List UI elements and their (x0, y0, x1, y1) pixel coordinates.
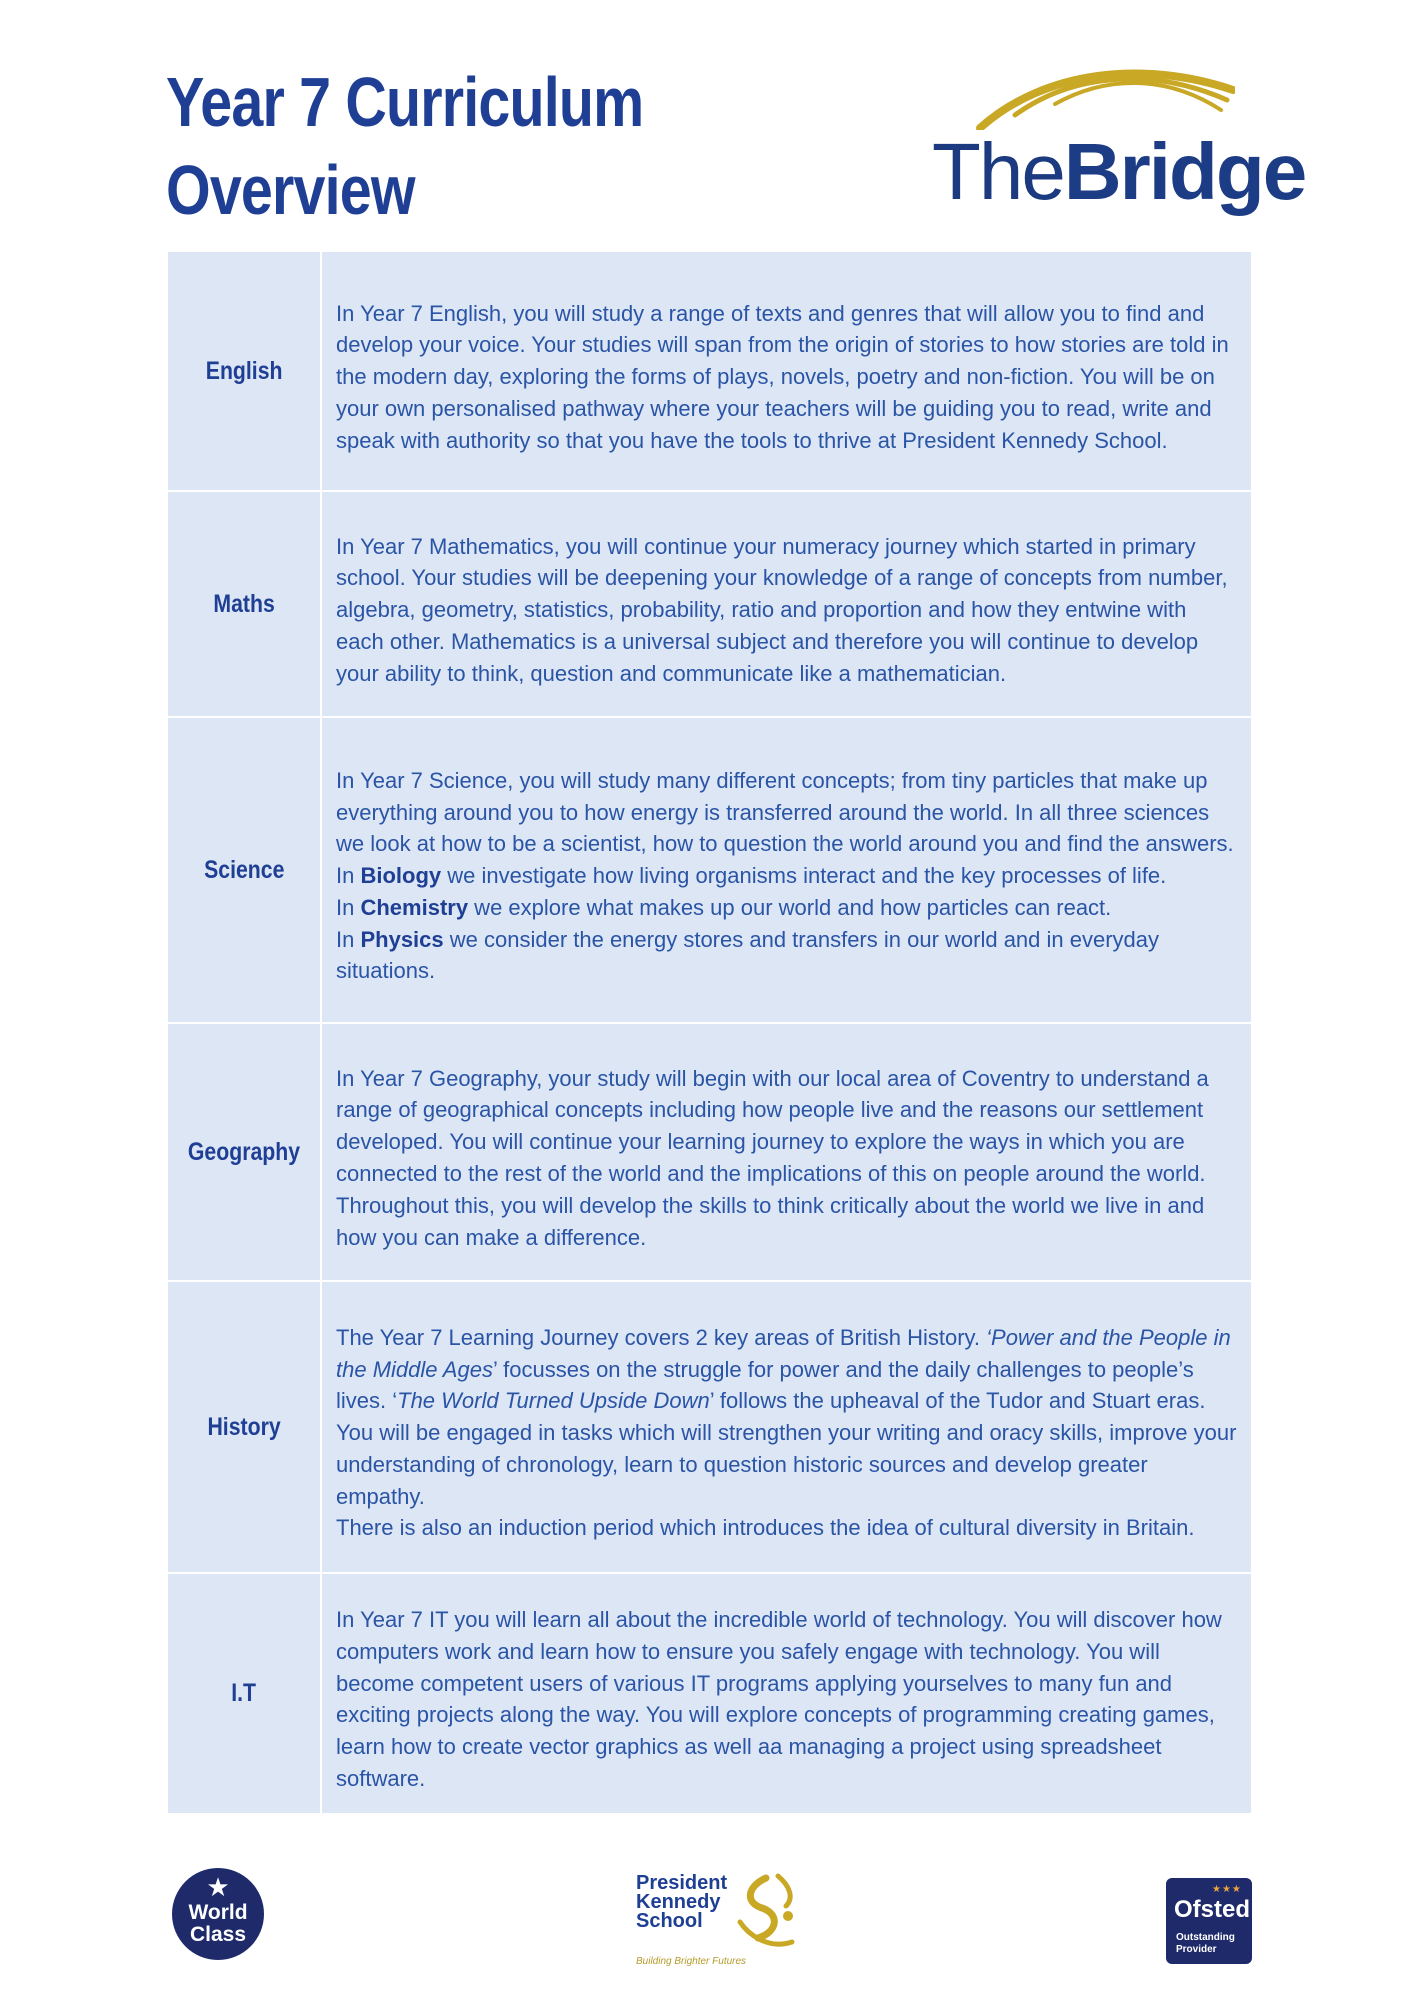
subject-description: In Year 7 Geography, your study will begin with our local area of Coventry to understand a range of geographical concepts including how people live and the reasons our settlement developed. You will continue your learning journey to explore the ways in which you are connected to the rest of the world and the implications of this on people around the world. Throughout this, you will develop the skills to think critically about the world we live in and how you can make a difference. (321, 1023, 1252, 1281)
subject-label: Geography (167, 1023, 321, 1281)
subject-description: In Year 7 English, you will study a range of texts and genres that will allow you to find and develop your voice. Your studies will span from the origin of stories to how stories are told in the modern day, exploring the forms of plays, novels, poetry and non-fiction. You will be on your own personalised pathway where your teachers will be guiding you to read, write and speak with authority so that you have the tools to thrive at President Kennedy School. (321, 251, 1252, 491)
world-class-logo: ★ World Class (172, 1868, 264, 1960)
brand-name: TheBridge (932, 127, 1306, 216)
science-line: In Physics we consider the energy stores and transfers in our world and in everyday situations. (336, 926, 1160, 984)
ofsted-badge: ★★★ Ofsted Outstanding Provider (1166, 1878, 1252, 1964)
subject-description: In Year 7 Mathematics, you will continue your numeracy journey which started in primary school. Your studies will be deepening your knowledge of a range of concepts from number, algebra, geometry, statistics, probability, ratio and proportion and how they entwine with each other. Mathematics is a universal subject and therefore you will continue to develop your ability to think, question and communicate like a mathematician. (321, 491, 1252, 717)
president-kennedy-logo: President Kennedy School Building Brighter Futures (636, 1872, 806, 1962)
school-emblem-icon (728, 1872, 802, 1956)
subject-label: Maths (167, 491, 321, 717)
curriculum-table (166, 250, 1253, 1815)
table-row (167, 251, 1252, 491)
subject-description: In Year 7 IT you will learn all about the incredible world of technology. You will discover how computers work and learn how to ensure you safely engage with technology. You will become competent users of various IT programs applying yourselves to many fun and exciting projects along the way. You will explore concepts of programming creating games, learn how to create vector graphics as well aa managing a project using spreadsheet software. (321, 1573, 1252, 1814)
science-line: In Biology we investigate how living organisms interact and the key processes of life. (336, 863, 1167, 889)
table-row (167, 491, 1252, 717)
table-row (167, 1281, 1252, 1573)
star-icon: ★ (206, 1872, 230, 1902)
subject-label: English (167, 251, 321, 491)
table-row (167, 1023, 1252, 1281)
subject-description: In Year 7 Science, you will study many different concepts; from tiny particles that make up everything around you to how energy is transferred around the world. In all three sciences we look at how to be a scientist, how to question the world around you and find the answers. In Biology we investigate how living organisms interact and the key processes of life. In Chemistry we explore what makes up our world and how particles can react. In Physics we consider the energy stores and transfers in our world and in everyday situations. (321, 717, 1252, 1023)
table-row (167, 1573, 1252, 1814)
subject-label: History (167, 1281, 321, 1573)
science-line: In Chemistry we explore what makes up our world and how particles can react. (336, 894, 1112, 920)
subject-label: Science (167, 717, 321, 1023)
subject-label: I.T (167, 1573, 321, 1814)
thebridge-logo (920, 60, 1306, 230)
stars-icon: ★★★ (1212, 1884, 1242, 1895)
subject-description: The Year 7 Learning Journey covers 2 key areas of British History. ‘Power and the People in the Middle Ages’ focusses on the struggle for power and the daily challenges to people’s lives. ‘The World Turned Upside Down’ follows the upheaval of the Tudor and Stuart eras. You will be engaged in tasks which will strengthen your writing and oracy skills, improve your understanding of chronology, learn to question historic sources and develop greater empathy. There is also an induction period which introduces the idea of cultural diversity in Britain. (321, 1281, 1252, 1573)
table-row (167, 717, 1252, 1023)
bridge-arc-icon (975, 60, 1235, 130)
page-title: Year 7 Curriculum Overview (166, 63, 644, 229)
